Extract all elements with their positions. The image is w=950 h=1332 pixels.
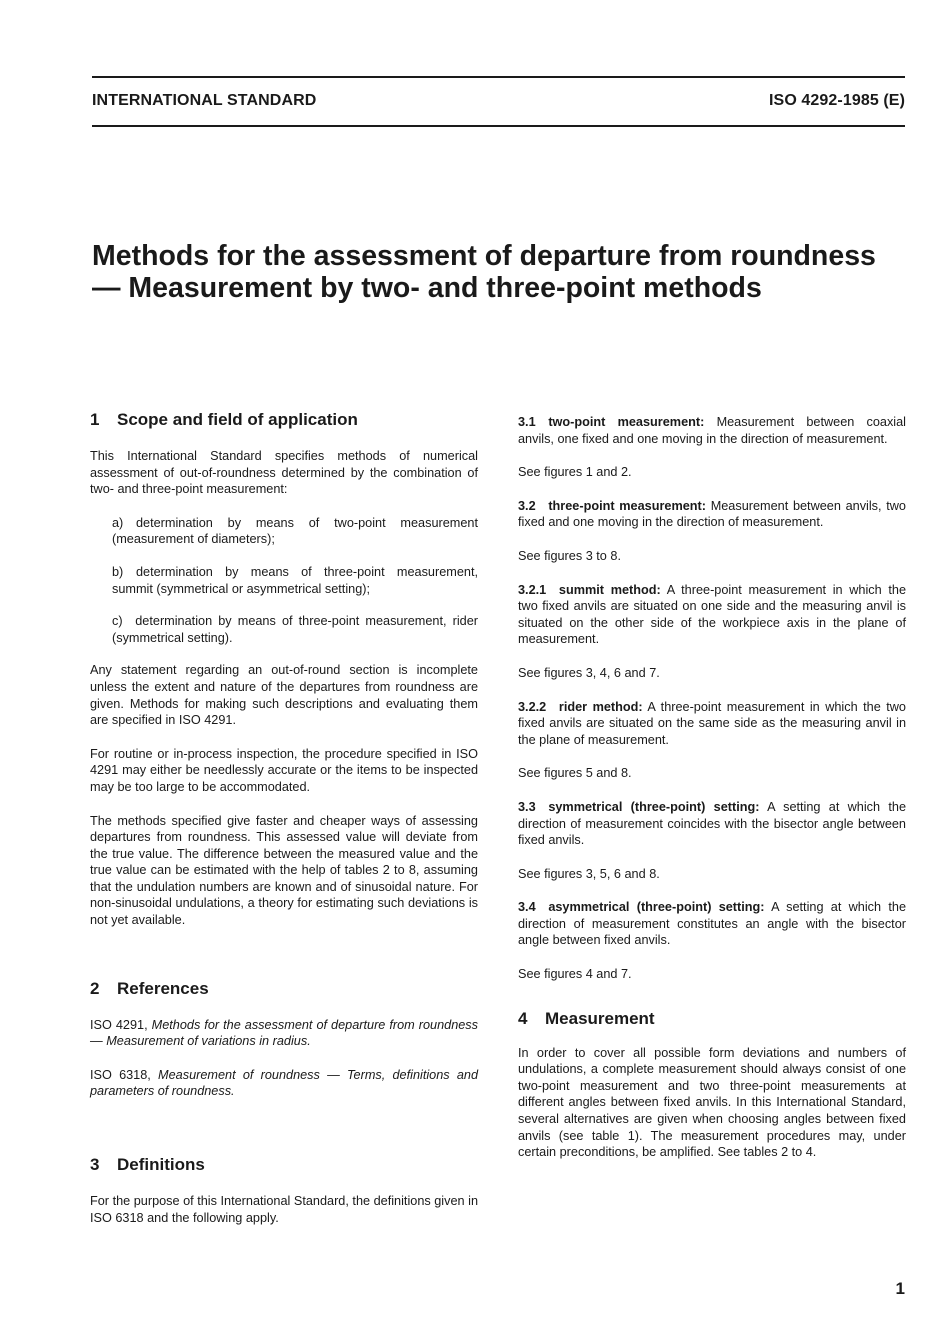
document-title: Methods for the assessment of departure from roundness — Measurement by two- and three-point methods [92,240,876,304]
definition-term: 3.2.1 summit method: [518,582,661,597]
definition-3-2-1 [518,582,906,648]
list-item-a: a) determination by means of two-point measurement (measurement of diameters); [112,515,478,547]
section-heading-definitions [90,1155,478,1175]
definition-text: Measurement between anvils, two fixed and one moving in the direction of measurement. [518,498,906,530]
measurement-text: In order to cover all possible form deviations and numbers of undulations, a complete measurement should always consist of one two-point measurement and two three-point measurements at different angles between fixed anvils. In this International Standard, several alternatives are given when choosing angles between fixed anvils (see table 1). The measurement procedures may, under certain preconditions, be amplified. See tables 2 to 4. [518,1045,906,1160]
figure-reference: See figures 5 and 8. [518,766,632,781]
section-number: 3 [90,1155,100,1175]
list-item-c: c) determination by means of three-point measurement, rider (symmetrical setting). [112,614,478,645]
section-heading-references [90,979,478,999]
figure-reference: See figures 3 to 8. [518,548,621,563]
header-standard-number: ISO 4292-1985 (E) [769,92,905,109]
definition-3-2 [518,498,906,531]
definitions-intro: For the purpose of this International Standard, the definitions given in ISO 6318 and the following apply. [90,1194,478,1225]
section-title: Definitions [117,1155,205,1175]
figure-reference: See figures 3, 4, 6 and 7. [518,665,660,680]
section-number: 2 [90,978,100,998]
reference-code: ISO 6318, [90,1067,151,1082]
definition-3-1 [518,414,906,447]
definition-text: Measurement between coaxial anvils, one fixed and one moving in the direction of measurement. [518,415,907,446]
definition-text: A three-point measurement in which the two fixed anvils are situated on one side and the measuring anvil is situated on the other side of the workpiece axis in the plane of measurement. [518,582,907,647]
definition-term: 3.3 symmetrical (three-point) setting: [518,799,760,814]
reference-iso-6318 [90,1067,478,1100]
definition-text: A three-point measurement in which the two fixed anvils are situated on the same side as the measuring anvil in the plane of measurement. [518,699,906,747]
reference-title: Methods for the assessment of departure from roundness — Measurement of variations in radius. [90,1017,478,1049]
figure-reference: See figures 4 and 7. [518,967,632,982]
scope-intro: This International Standard specifies methods of numerical assessment of out-of-roundness determined by the combination of two- and three-point measurement: [90,449,478,497]
header-rule-top [92,76,905,78]
definition-3-3 [518,799,906,849]
section-heading-scope [90,410,478,430]
reference-iso-4291 [90,1017,478,1050]
scope-paragraph-3: The methods specified give faster and cheaper ways of assessing departures from roundness. This assessed value will deviate from the true value. The difference between the measured value and the true value can be estimated with the help of tables 2 to 8, assuming that the undulation numbers are known and of sinusoidal nature. For non-sinusoidal undulations, a theory for estimating such deviations is not yet available. [90,813,478,928]
section-heading-measurement [518,1009,906,1029]
header-standard-label: INTERNATIONAL STANDARD [92,92,317,109]
definition-term: 3.2.2 rider method: [518,699,643,714]
right-column [518,414,906,1178]
section-title: Scope and field of application [117,410,358,429]
definition-text: A setting at which the direction of measurement constitutes an angle with the bisector angle between fixed anvils. [518,900,907,948]
reference-code: ISO 4291, [90,1017,148,1032]
page-number: 1 [895,1279,905,1298]
definition-term: 3.2 three-point measurement: [518,498,706,513]
figure-reference: See figures 1 and 2. [518,465,632,480]
list-item-b: b) determination by means of three-point measurement, summit (symmetrical or asymmetrical setting); [112,564,478,596]
section-title: Measurement [545,1008,655,1028]
section-number: 1 [90,410,100,429]
definition-3-2-2 [518,699,906,749]
scope-paragraph-1: Any statement regarding an out-of-round section is incomplete unless the extent and nature of the departures from roundness are given. Methods for making such descriptions and evaluating them are specified in ISO 4291. [90,663,478,728]
scope-paragraph-2: For routine or in-process inspection, the procedure specified in ISO 4291 may either be needlessly accurate or the items to be inspected may be too large to be accommodated. [90,746,478,794]
figure-reference: See figures 3, 5, 6 and 8. [518,866,660,881]
section-number: 4 [518,1008,528,1028]
definition-text: A setting at which the direction of measurement coincides with the bisector angle between fixed anvils. [518,799,906,848]
reference-title: Measurement of roundness — Terms, definitions and parameters of roundness. [90,1067,478,1099]
definition-term: 3.4 asymmetrical (three-point) setting: [518,900,765,915]
header-rule-bottom [92,125,905,127]
left-column [90,410,478,1243]
definition-3-4 [518,899,906,949]
definition-term: 3.1 two-point measurement: [518,415,705,429]
section-title: References [117,978,209,998]
